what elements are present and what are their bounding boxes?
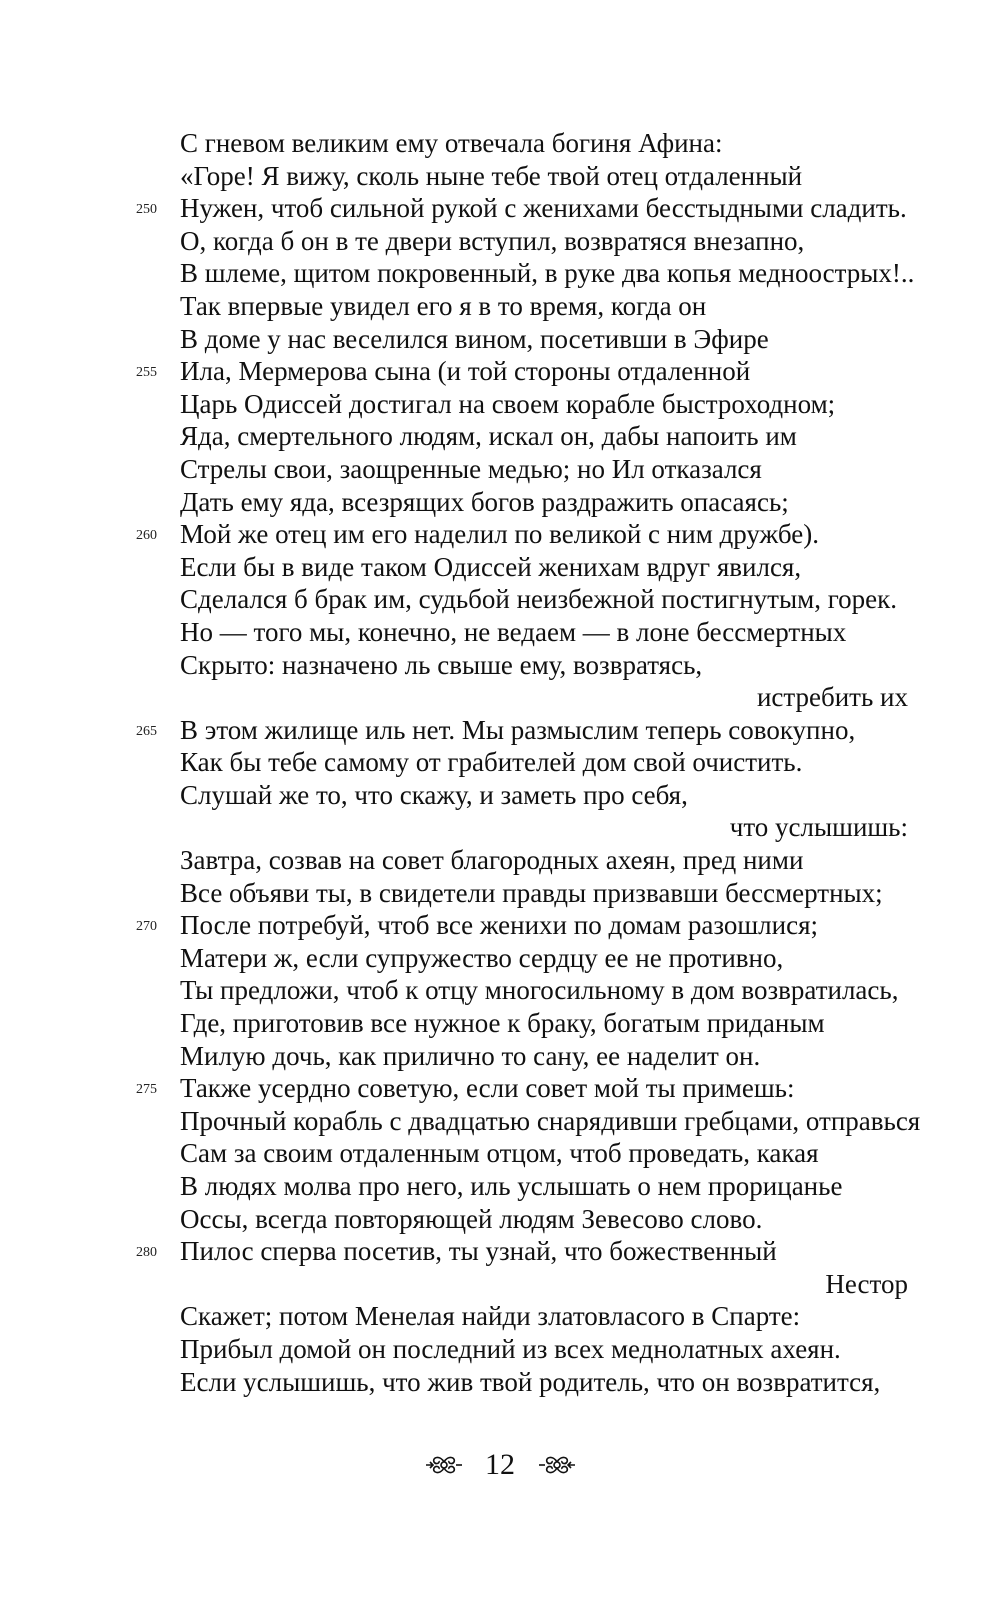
- verse-line-text: Прибыл домой он последний из всех меднолатных ахеян.: [180, 1333, 841, 1364]
- verse-line-text: Прочный корабль с двадцатью снарядивши гребцами, отправься: [180, 1105, 921, 1136]
- verse-line: [180, 583, 908, 616]
- verse-line-text: В шлеме, щитом покровенный, в руке два копья медноострых!..: [180, 258, 915, 289]
- verse-line-text: «Горе! Я вижу, сколь ныне тебе твой отец отдаленный: [180, 160, 803, 191]
- verse-line: [180, 974, 908, 1007]
- verse-line: [180, 551, 908, 584]
- verse-line: [180, 160, 908, 193]
- verse-line-text: Нестор: [825, 1268, 908, 1299]
- poem-text-block: [136, 127, 921, 1398]
- verse-line: [180, 257, 915, 290]
- verse-line: [180, 616, 908, 649]
- verse-line: [136, 1235, 908, 1268]
- verse-line: [180, 1137, 908, 1170]
- verse-line-text: Оссы, всегда повторяющей людям Зевесово слово.: [180, 1203, 763, 1234]
- verse-line-text: Но — того мы, конечно, не ведаем — в лоне бессмертных: [180, 616, 847, 647]
- verse-line: [180, 1333, 908, 1366]
- verse-line: [180, 779, 908, 812]
- verse-line-text: Пилос сперва посетив, ты узнай, что божественный: [180, 1236, 777, 1267]
- verse-line-text: Завтра, созвав на совет благородных ахеян, пред ними: [180, 845, 804, 876]
- verse-line-text: Милую дочь, как прилично то сану, ее наделит он.: [180, 1040, 761, 1071]
- verse-line-text: Слушай же то, что скажу, и заметь про себя,: [180, 779, 688, 810]
- verse-line: [180, 811, 908, 844]
- verse-line-text: Матери ж, если супружество сердцу ее не противно,: [180, 942, 784, 973]
- verse-line: [180, 844, 908, 877]
- verse-line: [136, 355, 908, 388]
- verse-line: [180, 453, 908, 486]
- verse-line-text: Стрелы свои, заощренные медью; но Ил отказался: [180, 453, 762, 484]
- verse-line-text: Сам за своим отдаленным отцом, чтоб проведать, какая: [180, 1138, 819, 1169]
- verse-line: [180, 1268, 908, 1301]
- page-number: 12: [485, 1448, 515, 1482]
- verse-line: [136, 909, 908, 942]
- verse-line: [180, 681, 908, 714]
- verse-line: [180, 877, 908, 910]
- verse-line: [180, 388, 908, 421]
- verse-line: [180, 1366, 908, 1399]
- verse-line-text: Как бы тебе самому от грабителей дом свой очистить.: [180, 747, 803, 778]
- verse-line-text: В этом жилище иль нет. Мы размыслим теперь совокупно,: [180, 714, 856, 745]
- verse-line: [180, 942, 908, 975]
- verse-line-text: Дать ему яда, всезрящих богов раздражить опасаясь;: [180, 486, 789, 517]
- verse-line-text: Скажет; потом Менелая найди златовласого в Спарте:: [180, 1301, 801, 1332]
- verse-line-text: Мой же отец им его наделил по великой с ним дружбе).: [180, 519, 819, 550]
- verse-line: [136, 192, 908, 225]
- verse-line-text: О, когда б он в те двери вступил, возвратяся внезапно,: [180, 225, 805, 256]
- verse-line: [180, 420, 908, 453]
- floral-ornament-right-icon: [537, 1453, 577, 1477]
- line-number: 280: [136, 1245, 157, 1261]
- verse-line-text: Ила, Мермерова сына (и той стороны отдаленной: [180, 356, 751, 387]
- line-number: 270: [136, 919, 157, 935]
- verse-line: [180, 1007, 908, 1040]
- verse-line-text: После потребуй, чтоб все женихи по домам разошлися;: [180, 910, 819, 941]
- verse-line-text: Где, приготовив все нужное к браку, богатым приданым: [180, 1008, 825, 1039]
- verse-line-text: Ты предложи, чтоб к отцу многосильному в дом возвратилась,: [180, 975, 899, 1006]
- verse-line-text: Если бы в виде таком Одиссей женихам вдруг явился,: [180, 551, 802, 582]
- verse-line-text: Если услышишь, что жив твой родитель, что он возвратится,: [180, 1366, 881, 1397]
- verse-line-text: Царь Одиссей достигал на своем корабле быстроходном;: [180, 388, 836, 419]
- verse-line: [180, 1300, 908, 1333]
- verse-line: [180, 323, 908, 356]
- verse-line: [180, 1105, 921, 1138]
- verse-line: [180, 746, 908, 779]
- verse-line: [180, 1170, 908, 1203]
- verse-line-text: Так впервые увидел его я в то время, когда он: [180, 290, 707, 321]
- verse-line: [180, 127, 908, 160]
- verse-line-text: истребить их: [756, 682, 908, 713]
- line-number: 265: [136, 723, 157, 739]
- verse-line: [180, 1203, 908, 1236]
- line-number: 260: [136, 528, 157, 544]
- line-number: 275: [136, 1082, 157, 1098]
- verse-line-text: что услышишь:: [729, 812, 908, 843]
- verse-line: [136, 1072, 908, 1105]
- verse-line: [180, 486, 908, 519]
- verse-line-text: В доме у нас веселился вином, посетивши в Эфире: [180, 323, 769, 354]
- verse-line-text: Все объяви ты, в свидетели правды призвавши бессмертных;: [180, 877, 883, 908]
- verse-line-text: Также усердно советую, если совет мой ты примешь:: [180, 1073, 795, 1104]
- verse-line: [180, 225, 908, 258]
- verse-line: [180, 290, 908, 323]
- verse-line: [136, 518, 908, 551]
- verse-line-text: Скрыто: назначено ль свыше ему, возвратясь,: [180, 649, 703, 680]
- verse-line-text: С гневом великим ему отвечала богиня Афина:: [180, 128, 723, 158]
- verse-line-text: Нужен, чтоб сильной рукой с женихами бесстыдными сладить.: [180, 193, 907, 224]
- line-number: 250: [136, 202, 157, 218]
- verse-line: [180, 649, 908, 682]
- verse-line-text: Яда, смертельного людям, искал он, дабы напоить им: [180, 421, 797, 452]
- verse-line: [136, 714, 908, 747]
- verse-line-text: В людях молва про него, иль услышать о нем прорицанье: [180, 1171, 843, 1201]
- page-footer: [0, 1443, 1000, 1485]
- verse-line-text: Сделался б брак им, судьбой неизбежной постигнутым, горек.: [180, 584, 897, 615]
- floral-ornament-left-icon: [424, 1453, 464, 1477]
- verse-line: [180, 1040, 908, 1073]
- line-number: 255: [136, 365, 157, 381]
